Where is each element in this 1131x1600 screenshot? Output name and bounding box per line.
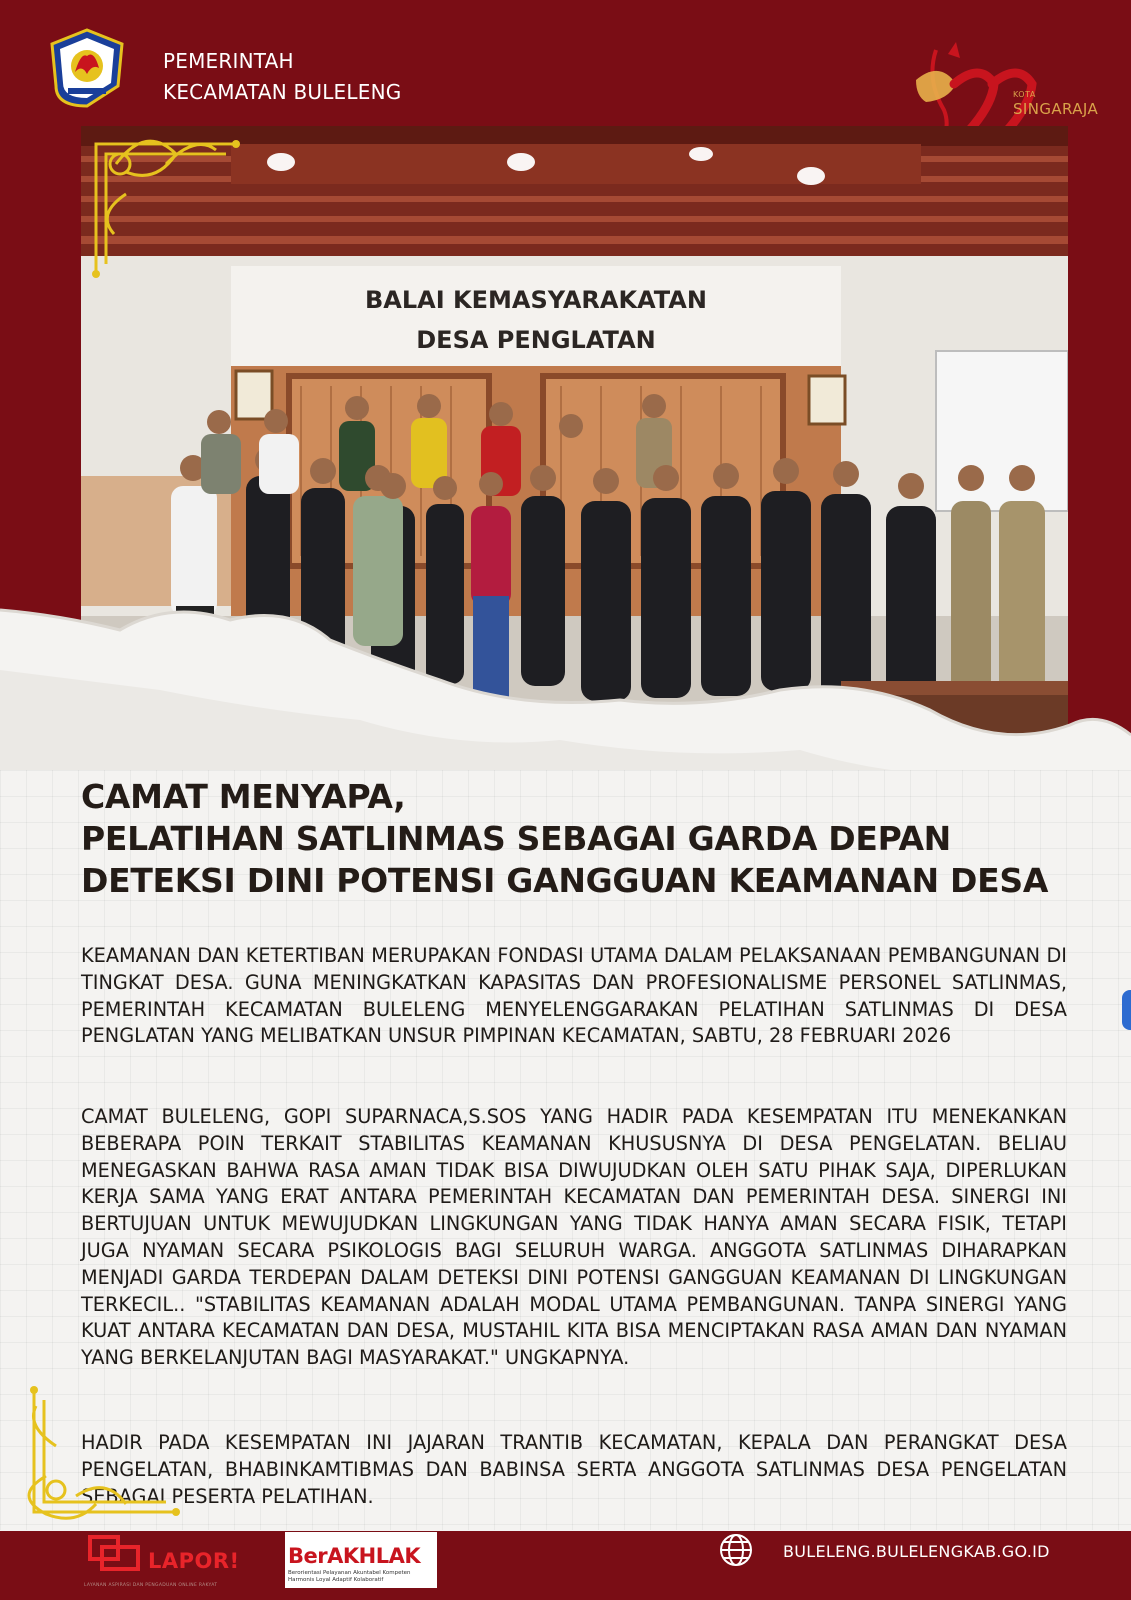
- berakhlak-tagline: Berorientasi Pelayanan Akuntabel Kompeten Harmonis Loyal Adaptif Kolaboratif: [288, 1570, 411, 1583]
- website-link[interactable]: BULELENG.BULELENGKAB.GO.ID: [783, 1542, 1050, 1561]
- title-line-1: CAMAT MENYAPA,: [81, 777, 406, 816]
- government-line-2: KECAMATAN BULELENG: [163, 80, 402, 104]
- gold-corner-ornament-icon: [86, 124, 246, 284]
- anniversary-city-name: SINGARAJA: [1013, 100, 1099, 118]
- anniversary-city-small: KOTA: [1013, 90, 1036, 99]
- side-tab-mark: [1122, 990, 1131, 1030]
- paragraph-3: HADIR PADA KESEMPATAN INI JAJARAN TRANTIB KECAMATAN, KEPALA DAN PERANGKAT DESA PENGELATAN, BHABINKAMTIBMAS DAN BABINSA SERTA ANGGOTA SATLINMAS DESA PENGELATAN SEBAGAI PESERTA PELATIHAN.: [81, 1431, 1067, 1508]
- buleleng-emblem-icon: [48, 28, 126, 108]
- lapor-tagline: LAYANAN ASPIRASI DAN PENGADUAN ONLINE RAKYAT: [84, 1583, 218, 1588]
- lapor-label[interactable]: LAPOR!: [148, 1549, 240, 1573]
- berakhlak-logo[interactable]: [285, 1532, 437, 1588]
- title-line-3: DETEKSI DINI POTENSI GANGGUAN KEAMANAN DESA: [81, 861, 1049, 900]
- gold-corner-ornament-icon: [16, 1386, 186, 1526]
- paragraph-1: KEAMANAN DAN KETERTIBAN MERUPAKAN FONDASI UTAMA DALAM PELAKSANAAN PEMBANGUNAN DI TINGKAT DESA. GUNA MENINGKATKAN KAPASITAS DAN PROFESIONALISME PERSONEL SATLINMAS, PEMERINTAH KECAMATAN BULELENG MENYELENGGARAKAN PELATIHAN SATLINMAS DI DESA PENGLATAN YANG MELIBATKAN UNSUR PIMPINAN KECAMATAN, SABTU, 28 FEBRUARI 2026: [81, 944, 1067, 1048]
- wall-sign-line-2: DESA PENGLATAN: [416, 326, 656, 354]
- article-title: [81, 776, 1081, 902]
- wall-sign-line-1: BALAI KEMASYARAKATAN: [365, 286, 707, 314]
- berakhlak-label: BerAKHLAK: [288, 1544, 421, 1568]
- title-line-2: PELATIHAN SATLINMAS SEBAGAI GARDA DEPAN: [81, 819, 952, 858]
- government-name: [163, 46, 401, 108]
- globe-icon: [718, 1532, 754, 1568]
- government-line-1: PEMERINTAH: [163, 49, 294, 73]
- header: [0, 0, 1131, 130]
- paragraph-2: CAMAT BULELENG, GOPI SUPARNACA,S.SOS YANG HADIR PADA KESEMPATAN ITU MENEKANKAN BEBERAPA POIN TERKAIT STABILITAS KEAMANAN KHUSUSNYA DI DESA PENGELATAN. BELIAU MENEGASKAN BAHWA RASA AMAN TIDAK BISA DIWUJUDKAN OLEH SATU PIHAK SAJA, DIPERLUKAN KERJA SAMA YANG ERAT ANTARA PEMERINTAH KECAMATAN DAN PEMERINTAH DESA. SINERGI INI BERTUJUAN UNTUK MEWUJUDKAN LINGKUNGAN YANG TIDAK HANYA AMAN SECARA FISIK, TETAPI JUGA NYAMAN SECARA PSIKOLOGIS BAGI SELURUH WARGA. ANGGOTA SATLINMAS DIHARAPKAN MENJADI GARDA TERDEPAN DALAM DETEKSI DINI POTENSI GANGGUAN KEAMANAN DI LINGKUNGAN TERKECIL.. "STABILITAS KEAMANAN ADALAH MODAL UTAMA PEMBANGUNAN. TANPA SINERGI YANG KUAT ANTARA KECAMATAN DAN DESA, MUSTAHIL KITA BISA MENCIPTAKAN RASA AMAN DAN NYAMAN YANG BERKELANJUTAN BAGI MASYARAKAT." UNGKAPNYA.: [81, 1105, 1067, 1370]
